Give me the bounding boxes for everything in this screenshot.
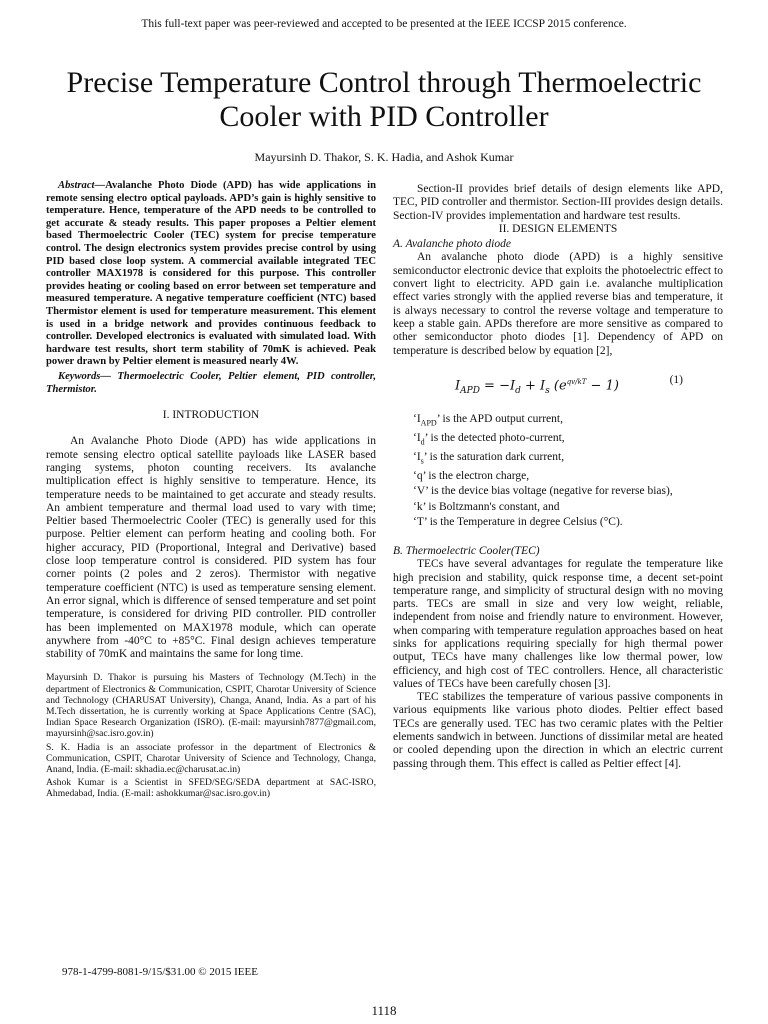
section-heading-design-elements: II. DESIGN ELEMENTS (498, 222, 618, 235)
tec-paragraph-2: TEC stabilizes the temperature of various passive components in various equipments like various photo diodes. Peltier effect based TECs are generally used. TEC has two ceramic plates with the Peltier elements sandwich in between. Junctions of dissimilar metal are heated or cooled depending upon the direction in which an electric current passing through them. This effect is called as Peltier effect [4]. (393, 691, 723, 770)
var-t: ‘T’ is the Temperature in degree Celsius (°C). (413, 516, 623, 529)
apd-paragraph: An avalanche photo diode (APD) is a highly sensitive semiconductor electronic device that exploits the photoelectric effect to convert light to electricity. APD gain i.e. avalanche multiplication effect varies strongly with the applied reverse bias and temperature, it is always necessary to control the reverse voltage and temperature to keep a stable gain. APDs therefore are more sensitive as compared to other semiconductor photo diodes [1]. Dependency of APD on temperature is described below by equation [2], (393, 251, 723, 357)
author-footnotes (46, 671, 376, 799)
abstract (46, 180, 376, 369)
keywords: Keywords— Thermoelectric Cooler, Peltier element, PID controller, Thermistor. (46, 370, 376, 395)
footnote-hadia: S. K. Hadia is an associate professor in the department of Electronics & Communication, CSPIT, Charotar University of Science and Technology, Changa, Anand, India. (E-mail: skhadia.ec@charusat.ac.in) (46, 741, 376, 776)
right-column (393, 183, 723, 771)
abstract-label: Abstract (58, 180, 95, 191)
section-overview-paragraph: Section-II provides brief details of design elements like APD, TEC, PID controller and thermistor. Section-III provides design details. Section-IV provides implementation and hardware test results. (393, 183, 723, 222)
var-is: ‘$I_s$’ is the saturation dark current, (413, 450, 565, 465)
subsection-heading-apd: A. Avalanche photo diode (393, 238, 511, 251)
abstract-text: —Avalanche Photo Diode (APD) has wide applications in remote sensing electro optical payloads. APD’s gain is highly sensitive to temperature. Hence, temperature of the APD needs to be controlled to get accurate & steady results. This paper proposes a Peltier element based Thermoelectric Cooler (TEC) system for precise temperature control. The design electronics system provides precise control by using PID based close loop system. A commercial available integrated TEC controller MAX1978 is considered for this purpose. This controller provides heating or cooling based on error between set temperature and measured temperature. A negative temperature coefficient (NTC) based Thermistor element is used for temperature measurement. This element is used in a bridge network and provides continuous feedback to controller. Developed electronics is evaluated with simulated load. With hardware test results, short term stability of 70mK is achieved. Peak power drawn by Peltier element is measured nearly 4W. (46, 180, 376, 368)
footnote-thakor: Mayursinh D. Thakor is pursuing his Masters of Technology (M.Tech) in the department of Electronics & Communication, CSPIT, Charotar University of Science and Technology (CHARUSAT University), Changa, Anand, India. As a part of his M.Tech dissertation, he is currently working at Space Applications Centre (SAC), Indian Space Research Organization (ISRO). (E-mail: mayursinh7877@gmail.com, mayursinh@sac.isro.gov.in) (46, 672, 376, 740)
equation-variable-list (413, 412, 723, 531)
author-list: Mayursinh D. Thakor, S. K. Hadia, and Ashok Kumar (254, 150, 514, 164)
var-q: ‘q’ is the electron charge, (413, 469, 530, 482)
equation-block (393, 362, 723, 406)
introduction-paragraph: An Avalanche Photo Diode (APD) has wide applications in remote sensing electro optical satellite payloads like LASER based ranging systems, photon counting receivers. Its avalanche multiplication effect is highly sensitive to temperature. Hence, its temperature needs to be maintained to get accurate and steady results. An ambient temperature and thermal load used to vary with time; Peltier based Thermoelectric Cooler (TEC) is generally used for this purpose. Peltier element can perform heating and cooling both. For higher accuracy, PID (Proportional, Integral and Derivative) based close loop temperature control is considered. PID system has four corner points (2 poles and 2 zeros). Thermistor with negative temperature coefficient (NTC) is used as temperature sensing element. An error signal, which is difference of sensed temperature and set point temperature, is considered for driving PID controller. PID controller has been implemented on MAX1978 module, which can operate anywhere from -40°C to +85°C. Final design achieves temperature stability of 70mK and maintains the same for long time. (46, 435, 376, 661)
var-id: ‘$I_d$’ is the detected photo-current, (413, 431, 565, 447)
left-column (46, 180, 376, 802)
section-heading-introduction: I. INTRODUCTION (162, 409, 260, 422)
var-iapd: ‘$I_{APD}$’ is the APD output current, (413, 412, 563, 428)
subsection-heading-tec: B. Thermoelectric Cooler(TEC) (393, 544, 540, 557)
equation-number: (1) (669, 373, 683, 386)
page-number: 1118 (371, 1003, 397, 1018)
conference-note: This full-text paper was peer-reviewed and accepted to be presented at the IEEE ICCSP 2015 conference. (141, 18, 627, 30)
tec-paragraph-1: TECs have several advantages for regulate the temperature like high precision and stability, quick response time, a decent set-point temperature range, and simplicity of structural design with no moving parts. TECs are small in size and very low weight, reliable, independent from noise and friendly nature to environment. However, when comparing with temperature regulation approaches based on heat sinks for applications requiring specially for high thermal power output, TECs have many challenges like low thermal power, low efficiency, and high cost of TEC controllers. Hence, all characteristic values of TECs have been carefully chosen [3]. (393, 558, 723, 690)
isbn-copyright: 978-1-4799-8081-9/15/$31.00 © 2015 IEEE (62, 966, 258, 978)
apd-equation: $I_{APD} = -I_d + I_s$ $(e^{qv/kT} - 1)$ (455, 377, 619, 396)
var-v: ‘V’ is the device bias voltage (negative for reverse bias), (413, 485, 673, 498)
paper-title: Precise Temperature Control through Thermoelectric Cooler with PID Controller (66, 66, 702, 133)
footnote-kumar: Ashok Kumar is a Scientist in SFED/SEG/SEDA department at SAC-ISRO, Ahmedabad, India. (E-mail: ashokkumar@sac.isro.gov.in) (46, 777, 376, 800)
var-k: ‘k’ is Boltzmann's constant, and (413, 500, 560, 513)
